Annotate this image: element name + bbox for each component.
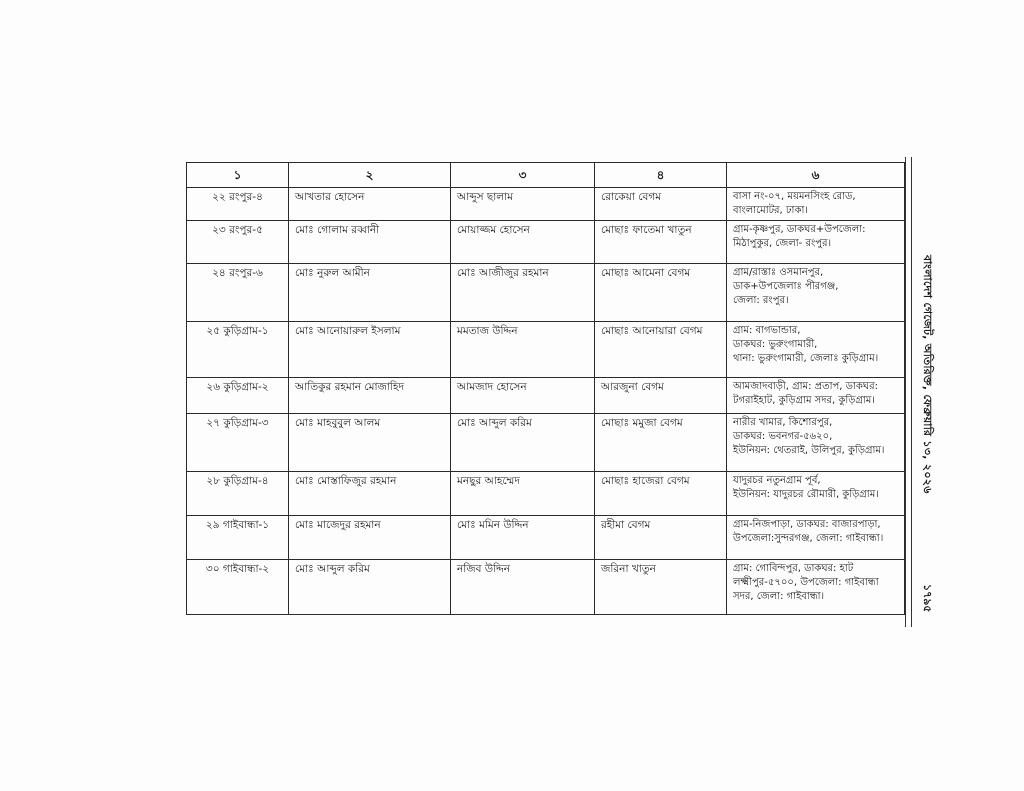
- address-line: বাংলামোটর, ঢাকা।: [733, 205, 808, 216]
- constituency-cell: ২৭ কুড়িগ্রাম-৩: [187, 414, 289, 472]
- name-cell: মোঃ নুরুল আমীন: [289, 264, 451, 322]
- name-cell: মোঃ মাজেদুর রহমান: [289, 516, 451, 560]
- address-line: নারীর খামার, কিশোরপুর,: [733, 417, 833, 428]
- mother-name-cell: মোছাঃ আমেনা বেগম: [595, 264, 727, 322]
- name-cell: আখতার হোসেন: [289, 188, 451, 221]
- table-row: [187, 560, 905, 615]
- address-line: বাসা নং-০৭, ময়মনসিংহ রোড,: [733, 191, 856, 202]
- name-cell: আতিকুর রহমান মোজাহিদ: [289, 378, 451, 414]
- address-line: ইউনিয়ন: থেতরাই, উলিপুর, কুড়িগ্রাম।: [733, 445, 885, 456]
- address-cell: [727, 560, 905, 615]
- mother-name-cell: মোছাঃ ফাতেমা খাতুন: [595, 221, 727, 264]
- table-row: [187, 378, 905, 414]
- table-header-row: [187, 163, 905, 188]
- father-name-cell: মোঃ আব্দুল করিম: [451, 414, 595, 472]
- address-line: মিঠাপুকুর, জেলা- রংপুর।: [733, 238, 832, 249]
- name-cell: মোঃ আব্দুল করিম: [289, 560, 451, 615]
- address-line: গ্রাম/রাস্তাঃ ওসমানপুর,: [733, 267, 824, 278]
- address-line: লক্ষ্মীপুর-৫৭০০, উপজেলা: গাইবান্ধা: [733, 577, 879, 588]
- father-name-cell: নজিব উদ্দিন: [451, 560, 595, 615]
- table-row: [187, 188, 905, 221]
- page-number: ১৭৯৫: [921, 584, 934, 613]
- name-cell: মোঃ মোস্তাফিজুর রহমান: [289, 472, 451, 516]
- constituency-cell: ২৫ কুড়িগ্রাম-১: [187, 322, 289, 378]
- father-name-cell: আমজাদ হোসেন: [451, 378, 595, 414]
- constituency-cell: ২২ রংপুর-৪: [187, 188, 289, 221]
- column-header: ১: [187, 163, 289, 188]
- table-row: [187, 472, 905, 516]
- mother-name-cell: আরজুনা বেগম: [595, 378, 727, 414]
- address-cell: [727, 322, 905, 378]
- constituency-cell: ২৪ রংপুর-৬: [187, 264, 289, 322]
- father-name-cell: মোঃ আজীজুর রহমান: [451, 264, 595, 322]
- constituency-cell: ৩০ গাইবান্ধা-২: [187, 560, 289, 615]
- mother-name-cell: রোকেয়া বেগম: [595, 188, 727, 221]
- constituency-cell: ২৮ কুড়িগ্রাম-৪: [187, 472, 289, 516]
- address-line: যাদুরচর নতুনগ্রাম পূর্ব,: [733, 475, 821, 486]
- mother-name-cell: মোছাঃ আনোয়ারা বেগম: [595, 322, 727, 378]
- address-cell: [727, 414, 905, 472]
- address-line: টগরাইহাট, কুড়িগ্রাম সদর, কুড়িগ্রাম।: [733, 395, 875, 406]
- address-line: জেলা: রংপুর।: [733, 295, 789, 306]
- table-row: [187, 516, 905, 560]
- running-head: বাংলাদেশ গেজেট, অতিরিক্ত, ফেব্রুয়ারি ১৩, ২০২৬: [921, 255, 934, 494]
- column-header: ৩: [451, 163, 595, 188]
- address-cell: [727, 378, 905, 414]
- name-cell: মোঃ গোলাম রব্বানী: [289, 221, 451, 264]
- address-line: সদর, জেলা: গাইবান্ধা।: [733, 591, 825, 602]
- column-header: ৬: [727, 163, 905, 188]
- table-body: [187, 188, 905, 615]
- father-name-cell: মোঃ মমিন উদ্দিন: [451, 516, 595, 560]
- address-line: ডাক+উপজেলাঃ পীরগঞ্জ,: [733, 281, 839, 292]
- address-cell: [727, 264, 905, 322]
- mother-name-cell: জরিনা খাতুন: [595, 560, 727, 615]
- table-row: [187, 322, 905, 378]
- table-row: [187, 221, 905, 264]
- mother-name-cell: মোছাঃ মমুজা বেগম: [595, 414, 727, 472]
- table-row: [187, 414, 905, 472]
- constituency-cell: ২৬ কুড়িগ্রাম-২: [187, 378, 289, 414]
- mother-name-cell: মোছাঃ হাজেরা বেগম: [595, 472, 727, 516]
- address-line: গ্রাম-নিজপাড়া, ডাকঘর: বাজারপাড়া,: [733, 519, 881, 530]
- address-line: আমজাদবাড়ী, গ্রাম: প্রতাপ, ডাকঘর:: [733, 381, 878, 392]
- column-header: ২: [289, 163, 451, 188]
- table-row: [187, 264, 905, 322]
- father-name-cell: মোয়াজ্জম হোসেন: [451, 221, 595, 264]
- address-cell: [727, 516, 905, 560]
- address-line: ডাকঘর: ভুরুংগামারী,: [733, 339, 818, 350]
- address-line: গ্রাম-কৃষ্ণপুর, ডাকঘর+উপজেলা:: [733, 224, 866, 235]
- margin-rule: [905, 157, 912, 627]
- column-header: ৪: [595, 163, 727, 188]
- address-line: গ্রাম: বাগভান্ডার,: [733, 325, 801, 336]
- constituency-cell: ২৯ গাইবান্ধা-১: [187, 516, 289, 560]
- address-cell: [727, 472, 905, 516]
- name-cell: মোঃ মাহবুবুল আলম: [289, 414, 451, 472]
- father-name-cell: মমতাজ উদ্দিন: [451, 322, 595, 378]
- constituency-cell: ২৩ রংপুর-৫: [187, 221, 289, 264]
- father-name-cell: মনছুর আহম্মেদ: [451, 472, 595, 516]
- address-cell: [727, 188, 905, 221]
- father-name-cell: আব্দুস ছালাম: [451, 188, 595, 221]
- mother-name-cell: রহীমা বেগম: [595, 516, 727, 560]
- address-cell: [727, 221, 905, 264]
- address-line: গ্রাম: গোবিন্দপুর, ডাকঘর: হাট: [733, 563, 854, 574]
- address-line: থানা: ভুরুংগামারী, জেলাঃ কুড়িগ্রাম।: [733, 353, 879, 364]
- address-line: ইউনিয়ন: যাদুরচর রৌমারী, কুড়িগ্রাম।: [733, 489, 879, 500]
- members-table: [186, 162, 905, 615]
- name-cell: মোঃ আনোয়ারুল ইসলাম: [289, 322, 451, 378]
- address-line: উপজেলা:সুন্দরগঞ্জ, জেলা: গাইবান্ধা।: [733, 533, 884, 544]
- address-line: ডাকঘর: ভবনগর-৫৬২০,: [733, 431, 833, 442]
